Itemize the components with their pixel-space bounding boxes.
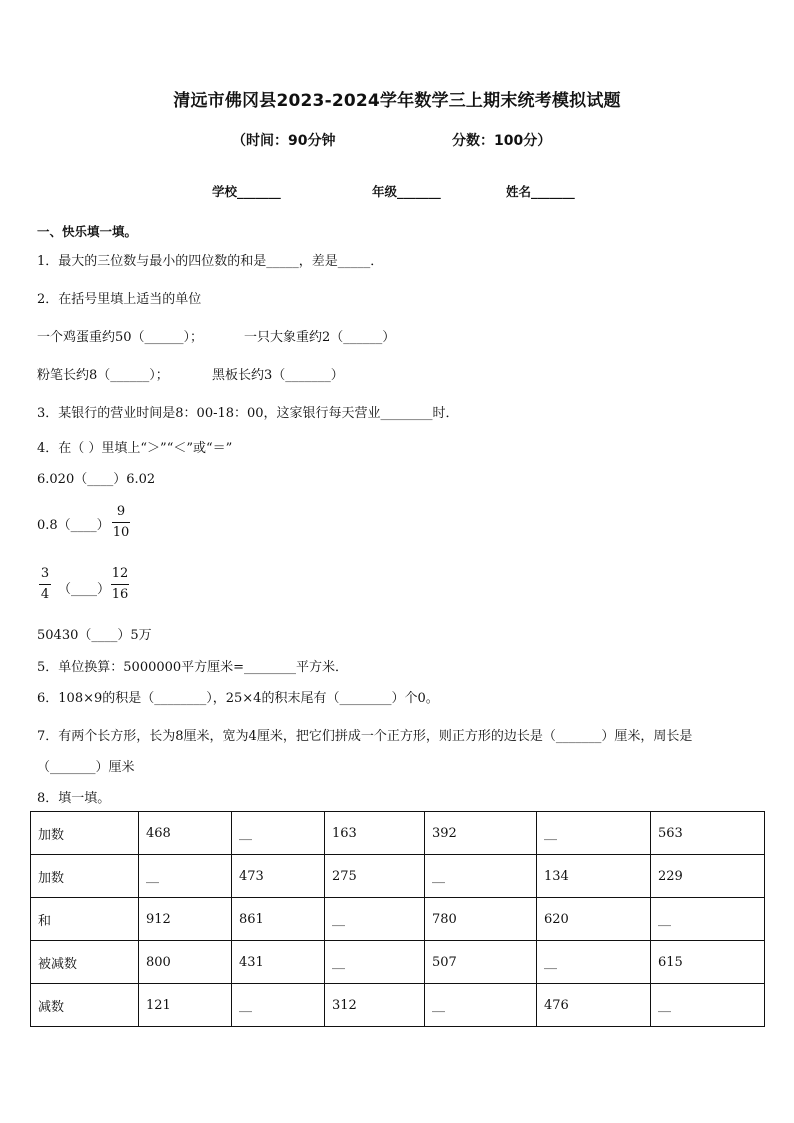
question-2-chalk: 粉笔长约8（______）； (37, 368, 169, 383)
question-2-blackboard: 黑板长约3（_______） (212, 368, 344, 383)
section-heading: 一、快乐填一填。 (37, 224, 138, 239)
fraction-9-10 (112, 504, 130, 541)
row-header-cell: 被减数 (31, 941, 139, 984)
table-cell: 780 (425, 898, 537, 941)
table-cell: 134 (537, 855, 651, 898)
row-header-cell: 加数 (31, 812, 139, 855)
question-7-line2: （_______）厘米 (37, 760, 135, 775)
table-cell: 912 (139, 898, 232, 941)
table-cell: __ (651, 898, 765, 941)
grade-field: 年级_______ (372, 184, 441, 199)
fraction-bar (112, 522, 130, 523)
fraction-denominator: 16 (111, 587, 129, 602)
table-cell: 861 (232, 898, 325, 941)
fraction-numerator: 12 (111, 566, 129, 581)
table-cell: 431 (232, 941, 325, 984)
question-4a: 6.020（____）6.02 (37, 472, 156, 487)
school-field: 学校_______ (212, 184, 281, 199)
table-cell: 468 (139, 812, 232, 855)
table-row (31, 941, 765, 984)
question-5: 5．单位换算：5000000平方厘米=________平方米． (37, 660, 349, 675)
table-cell: __ (425, 984, 537, 1027)
table-cell: 476 (537, 984, 651, 1027)
fill-in-table (30, 811, 765, 1027)
question-2: 2．在括号里填上适当的单位 (37, 292, 202, 307)
fraction-bar (111, 584, 129, 585)
table-cell: __ (651, 984, 765, 1027)
table-cell: 275 (325, 855, 425, 898)
question-4d: 50430（____）5万 (37, 628, 152, 643)
table-cell: 163 (325, 812, 425, 855)
fraction-numerator: 3 (40, 566, 50, 581)
exam-title: 清远市佛冈县2023-2024学年数学三上期末统考模拟试题 (173, 91, 621, 111)
table-cell: __ (139, 855, 232, 898)
table-cell: 507 (425, 941, 537, 984)
exam-time: （时间：90分钟 (232, 133, 336, 149)
table-cell: 392 (425, 812, 537, 855)
question-4b-left: 0.8（____） (37, 518, 110, 533)
question-2-egg: 一个鸡蛋重约50（______）； (37, 330, 204, 345)
question-7-line1: 7．有两个长方形，长为8厘米，宽为4厘米，把它们拼成一个正方形，则正方形的边长是（_______）厘米，周长是 (37, 729, 693, 744)
question-8: 8．填一填。 (37, 791, 111, 806)
fraction-12-16 (111, 566, 129, 603)
question-4: 4．在（ ）里填上“＞”“＜”或“＝” (37, 441, 233, 456)
fraction-denominator: 4 (40, 587, 50, 602)
table-row (31, 898, 765, 941)
table-cell: __ (325, 898, 425, 941)
exam-score: 分数：100分） (452, 133, 552, 149)
row-header-cell: 和 (31, 898, 139, 941)
table-cell: __ (232, 812, 325, 855)
table-cell: 312 (325, 984, 425, 1027)
question-1: 1．最大的三位数与最小的四位数的和是_____，差是_____． (37, 254, 384, 269)
table-cell: 563 (651, 812, 765, 855)
table-row (31, 984, 765, 1027)
question-4c-mid: （____） (58, 582, 111, 597)
name-field: 姓名_______ (506, 184, 575, 199)
table-cell: 229 (651, 855, 765, 898)
table-cell: __ (537, 941, 651, 984)
table-cell: 121 (139, 984, 232, 1027)
table-cell: __ (325, 941, 425, 984)
table-cell: __ (232, 984, 325, 1027)
table-cell: 615 (651, 941, 765, 984)
table-row (31, 855, 765, 898)
fraction-denominator: 10 (112, 525, 130, 540)
fraction-numerator: 9 (116, 504, 126, 519)
row-header-cell: 加数 (31, 855, 139, 898)
question-6: 6．108×9的积是（________），25×4的积末尾有（________）个0。 (37, 691, 439, 706)
table-row (31, 812, 765, 855)
table-cell: 800 (139, 941, 232, 984)
table-cell: __ (425, 855, 537, 898)
question-2-elephant: 一只大象重约2（______） (244, 330, 396, 345)
fraction-3-4 (39, 566, 51, 603)
fraction-bar (39, 584, 51, 585)
table-cell: 620 (537, 898, 651, 941)
question-3: 3．某银行的营业时间是8：00-18：00，这家银行每天营业________时． (37, 406, 459, 421)
row-header-cell: 减数 (31, 984, 139, 1027)
table-cell: __ (537, 812, 651, 855)
table-cell: 473 (232, 855, 325, 898)
